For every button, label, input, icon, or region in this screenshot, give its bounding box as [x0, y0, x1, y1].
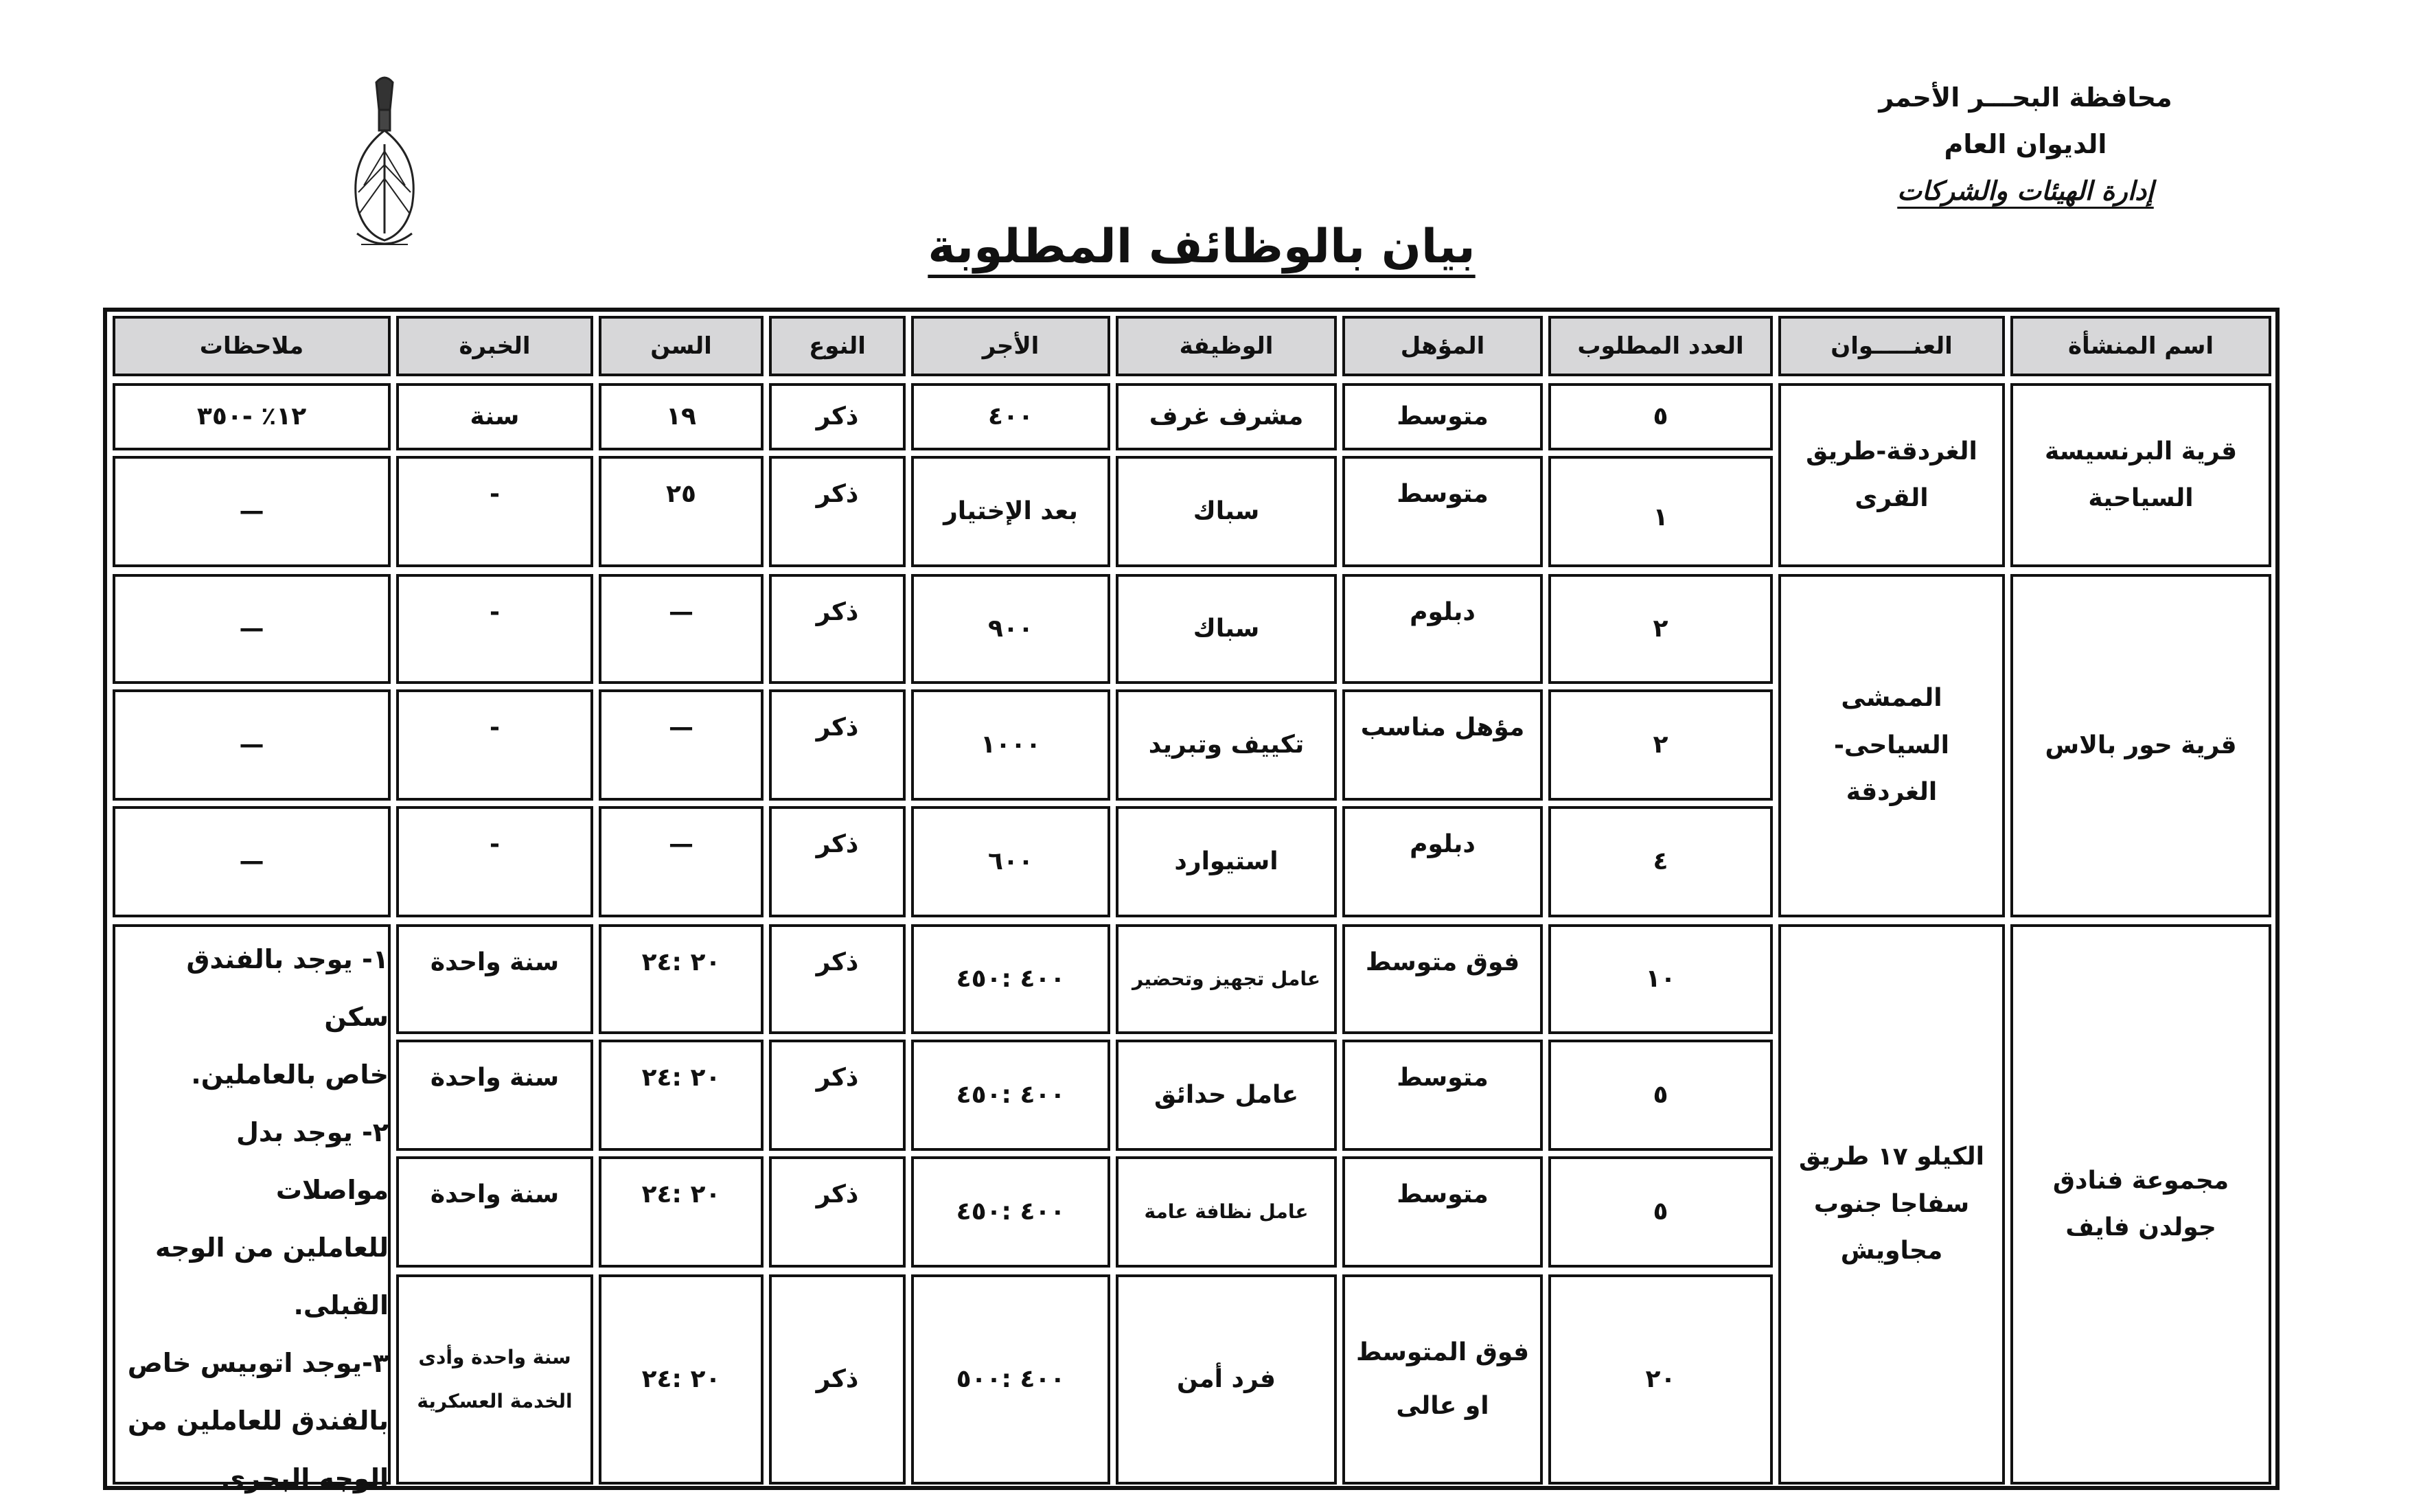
letterhead: [1847, 74, 2204, 214]
address-cell: الكيلو ١٧ طريق سفاجا جنوب مجاويش: [1778, 924, 2005, 1485]
salary-cell: بعد الإختيار: [911, 456, 1110, 567]
note-line: للعاملين من الوجه: [155, 1233, 389, 1263]
governorate-emblem-icon: [336, 69, 433, 275]
notes-cell: —: [113, 806, 391, 917]
header-count: العدد المطلوب: [1548, 316, 1773, 376]
gender-cell: ذكر: [769, 924, 906, 1034]
job-cell: عامل تجهيز وتحضير: [1116, 924, 1337, 1034]
salary-cell: ٤٠٠ :٤٥٠: [911, 1156, 1110, 1268]
header-facility: اسم المنشأة: [2010, 316, 2271, 376]
salary-cell: ٤٠٠ :٥٠٠: [911, 1274, 1110, 1485]
header-salary: الأجر: [911, 316, 1110, 376]
count-cell: ٥: [1548, 1156, 1773, 1268]
notes-cell: —: [113, 574, 391, 684]
salary-cell: ٤٠٠ :٤٥٠: [911, 924, 1110, 1034]
hotel-notes: [121, 930, 389, 1507]
department-name: إدارة الهيئات والشركات: [1897, 176, 2154, 206]
qualification-cell: مؤهل مناسب: [1342, 689, 1543, 801]
qualification-cell: متوسط: [1342, 1040, 1543, 1151]
count-cell: ٢: [1548, 574, 1773, 684]
age-cell: —: [599, 689, 764, 801]
header-qualification: المؤهل: [1342, 316, 1543, 376]
salary-cell: ٤٠٠: [911, 383, 1110, 450]
header-gender: النوع: [769, 316, 906, 376]
notes-cell: —: [113, 456, 391, 567]
job-cell: فرد أمن: [1116, 1274, 1337, 1485]
age-cell: —: [599, 574, 764, 684]
gender-cell: ذكر: [769, 806, 906, 917]
note-line: القبلى.: [293, 1290, 389, 1320]
gender-cell: ذكر: [769, 1040, 906, 1151]
note-line: خاص بالعاملين.: [191, 1059, 389, 1090]
qualification-cell: دبلوم: [1342, 806, 1543, 917]
gender-cell: ذكر: [769, 574, 906, 684]
salary-cell: ١٠٠٠: [911, 689, 1110, 801]
gender-cell: ذكر: [769, 1274, 906, 1485]
gender-cell: ذكر: [769, 456, 906, 567]
note-line: ٢- يوجد بدل مواصلات: [236, 1117, 389, 1205]
age-cell: ٢٠ :٢٤: [599, 924, 764, 1034]
experience-cell: سنة واحدة: [396, 924, 593, 1034]
header-age: السن: [599, 316, 764, 376]
experience-cell: سنة واحدة وأدى الخدمة العسكرية: [396, 1274, 593, 1485]
salary-cell: ٦٠٠: [911, 806, 1110, 917]
job-cell: مشرف غرف: [1116, 383, 1337, 450]
count-cell: ٥: [1548, 383, 1773, 450]
header-job: الوظيفة: [1116, 316, 1337, 376]
facility-cell: مجموعة فنادق جولدن فايف: [2010, 924, 2271, 1485]
age-cell: ٢٠ :٢٤: [599, 1040, 764, 1151]
qualification-cell: متوسط: [1342, 383, 1543, 450]
count-cell: ١: [1548, 456, 1773, 567]
experience-cell: سنة واحدة: [396, 1040, 593, 1151]
header-address: العنـــــوان: [1778, 316, 2005, 376]
age-cell: ٢٠ :٢٤: [599, 1156, 764, 1268]
age-cell: —: [599, 806, 764, 917]
job-cell: عامل حدائق: [1116, 1040, 1337, 1151]
experience-cell: -: [396, 806, 593, 917]
office-name: الديوان العام: [1944, 129, 2107, 159]
count-cell: ٥: [1548, 1040, 1773, 1151]
address-cell: الممشى السياحى- الغردقة: [1778, 574, 2005, 917]
salary-cell: ٩٠٠: [911, 574, 1110, 684]
age-cell: ٢٠ :٢٤: [599, 1274, 764, 1485]
qualification-cell: فوق متوسط: [1342, 924, 1543, 1034]
age-cell: ١٩: [599, 383, 764, 450]
experience-cell: -: [396, 689, 593, 801]
age-cell: ٢٥: [599, 456, 764, 567]
notes-cell: ١٢٪ -٣٥٠: [113, 383, 391, 450]
address-cell: الغردقة-طريق القرى: [1778, 383, 2005, 567]
job-cell: عامل نظافة عامة: [1116, 1156, 1337, 1268]
qualification-cell: متوسط: [1342, 1156, 1543, 1268]
count-cell: ٢٠: [1548, 1274, 1773, 1485]
note-line: بالفندق للعاملين من: [127, 1406, 389, 1436]
header-notes: ملاحظات: [113, 316, 391, 376]
experience-cell: سنة واحدة: [396, 1156, 593, 1268]
qualification-cell: متوسط: [1342, 456, 1543, 567]
gender-cell: ذكر: [769, 383, 906, 450]
salary-cell: ٤٠٠ :٤٥٠: [911, 1040, 1110, 1151]
notes-cell: —: [113, 689, 391, 801]
experience-cell: سنة: [396, 383, 593, 450]
qualification-cell: فوق المتوسط او عالى: [1342, 1274, 1543, 1485]
job-cell: سباك: [1116, 574, 1337, 684]
count-cell: ٢: [1548, 689, 1773, 801]
document-title: بيان بالوظائف المطلوبة: [928, 220, 1476, 274]
count-cell: ٤: [1548, 806, 1773, 917]
governorate-name: محافظة البحـــر الأحمر: [1879, 82, 2172, 113]
header-experience: الخبرة: [396, 316, 593, 376]
note-line: ١- يوجد بالفندق سكن: [186, 944, 389, 1032]
gender-cell: ذكر: [769, 1156, 906, 1268]
note-line: ٣-يوجد اتوبيس خاص: [127, 1348, 389, 1378]
qualification-cell: دبلوم: [1342, 574, 1543, 684]
facility-cell: قرية البرنسيسة السياحية: [2010, 383, 2271, 567]
note-line: الوجه البحرى: [221, 1463, 389, 1493]
gender-cell: ذكر: [769, 689, 906, 801]
job-cell: سباك: [1116, 456, 1337, 567]
job-cell: تكييف وتبريد: [1116, 689, 1337, 801]
count-cell: ١٠: [1548, 924, 1773, 1034]
job-cell: استيوارد: [1116, 806, 1337, 917]
experience-cell: -: [396, 456, 593, 567]
experience-cell: -: [396, 574, 593, 684]
facility-cell: قرية حور بالاس: [2010, 574, 2271, 917]
